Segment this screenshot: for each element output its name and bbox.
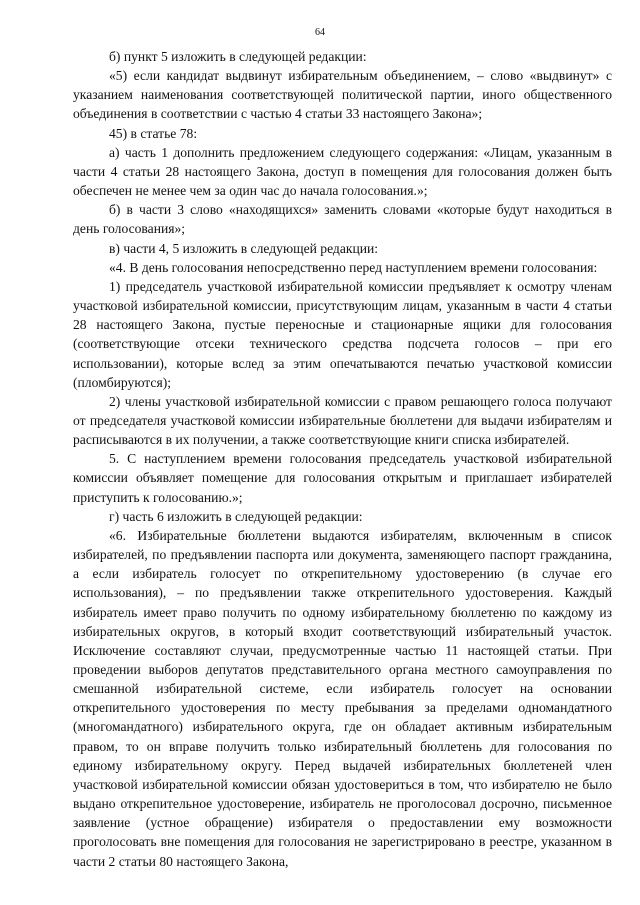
paragraph-item-45: 45) в статье 78: xyxy=(109,125,198,141)
paragraph-part-4-item-1: 1) председатель участковой избирательной комиссии предъявляет к осмотру членам участковой избирательной комиссии, присутствующим лицам, указанным в части 4 статьи 28 настоящего Закона, пустые переносные и стационарные ящики для голосования (соответствующие отсеки технического средства подсчета голосов – при его использовании), которые вслед за этим опечатываются печатью участковой комиссии (пломбируются); xyxy=(73,278,612,390)
paragraph-item-a-part-1: а) часть 1 дополнить предложением следующего содержания: «Лицам, указанным в части 4 статьи 28 настоящего Закона, доступ в помещения для голосования должен быть обеспечен не менее чем за один час до начала голосования.»; xyxy=(73,144,612,199)
paragraph-part-4-intro: «4. В день голосования непосредственно перед наступлением времени голосования: xyxy=(109,259,598,275)
paragraph-item-b-part-3: б) в части 3 слово «находящихся» заменить словами «которые будут находиться в день голосования»; xyxy=(73,202,612,237)
page-number: 64 xyxy=(315,27,325,38)
paragraph-point-5-text: «5) если кандидат выдвинут избирательным объединением, – слово «выдвинут» с указанием наименования соответствующей политической партии, иного общественного объединения в соответствии с частью 4 статьи 33 настоящего Закона»; xyxy=(73,68,612,122)
document-body xyxy=(73,47,612,871)
paragraph-item-g-part-6: г) часть 6 изложить в следующей редакции: xyxy=(109,508,363,524)
paragraph-item-b-point-5: б) пункт 5 изложить в следующей редакции: xyxy=(109,49,367,64)
paragraph-part-4-item-2: 2) члены участковой избирательной комиссии с правом решающего голоса получают от председателя участковой комиссии избирательные бюллетени для выдачи избирателям и расписываются в их получении, а также соответствующие книги списка избирателей. xyxy=(73,393,612,448)
paragraph-part-5: 5. С наступлением времени голосования председатель участковой избирательной комиссии объявляет помещение для голосования открытым и приглашает избирателей приступить к голосованию.»; xyxy=(73,451,612,505)
paragraph-part-6-text: «6. Избирательные бюллетени выдаются избирателям, включенным в список избирателей, по предъявлении паспорта или документа, заменяющего паспорт гражданина, а если избиратель голосует по открепительному удостоверению (в случае его использования), – по предъявлении также открепительного удостоверения. Каждый избиратель имеет право получить по одному избирательному бюллетеню по каждому из избирательных округов, в который входит соответствующий избирательный участок. Исключение составляют случаи, предусмотренные частью 11 настоящей статьи. При проведении выборов депутатов представительного органа местного самоуправления по смешанной избирательной системе, если избиратель голосует на основании открепительного удостоверения по месту пребывания за пределами одномандатного (многомандатного) избирательного округа, где он обладает активным избирательным правом, то он вправе получить только избирательный бюллетень для голосования по единому избирательному округу. Перед выдачей избирательных бюллетеней член участковой избирательной комиссии обязан удостовериться в том, что избирателю не было выдано открепительное удостоверение, избиратель не проголосовал досрочно, письменное заявление (устное обращение) избирателя о предоставлении ему возможности проголосовать вне помещения для голосования не зарегистрировано в реестре, указанном в части 2 статьи 80 настоящего Закона, xyxy=(73,527,612,869)
paragraph-item-v-parts-4-5: в) части 4, 5 изложить в следующей редакции: xyxy=(109,240,379,256)
